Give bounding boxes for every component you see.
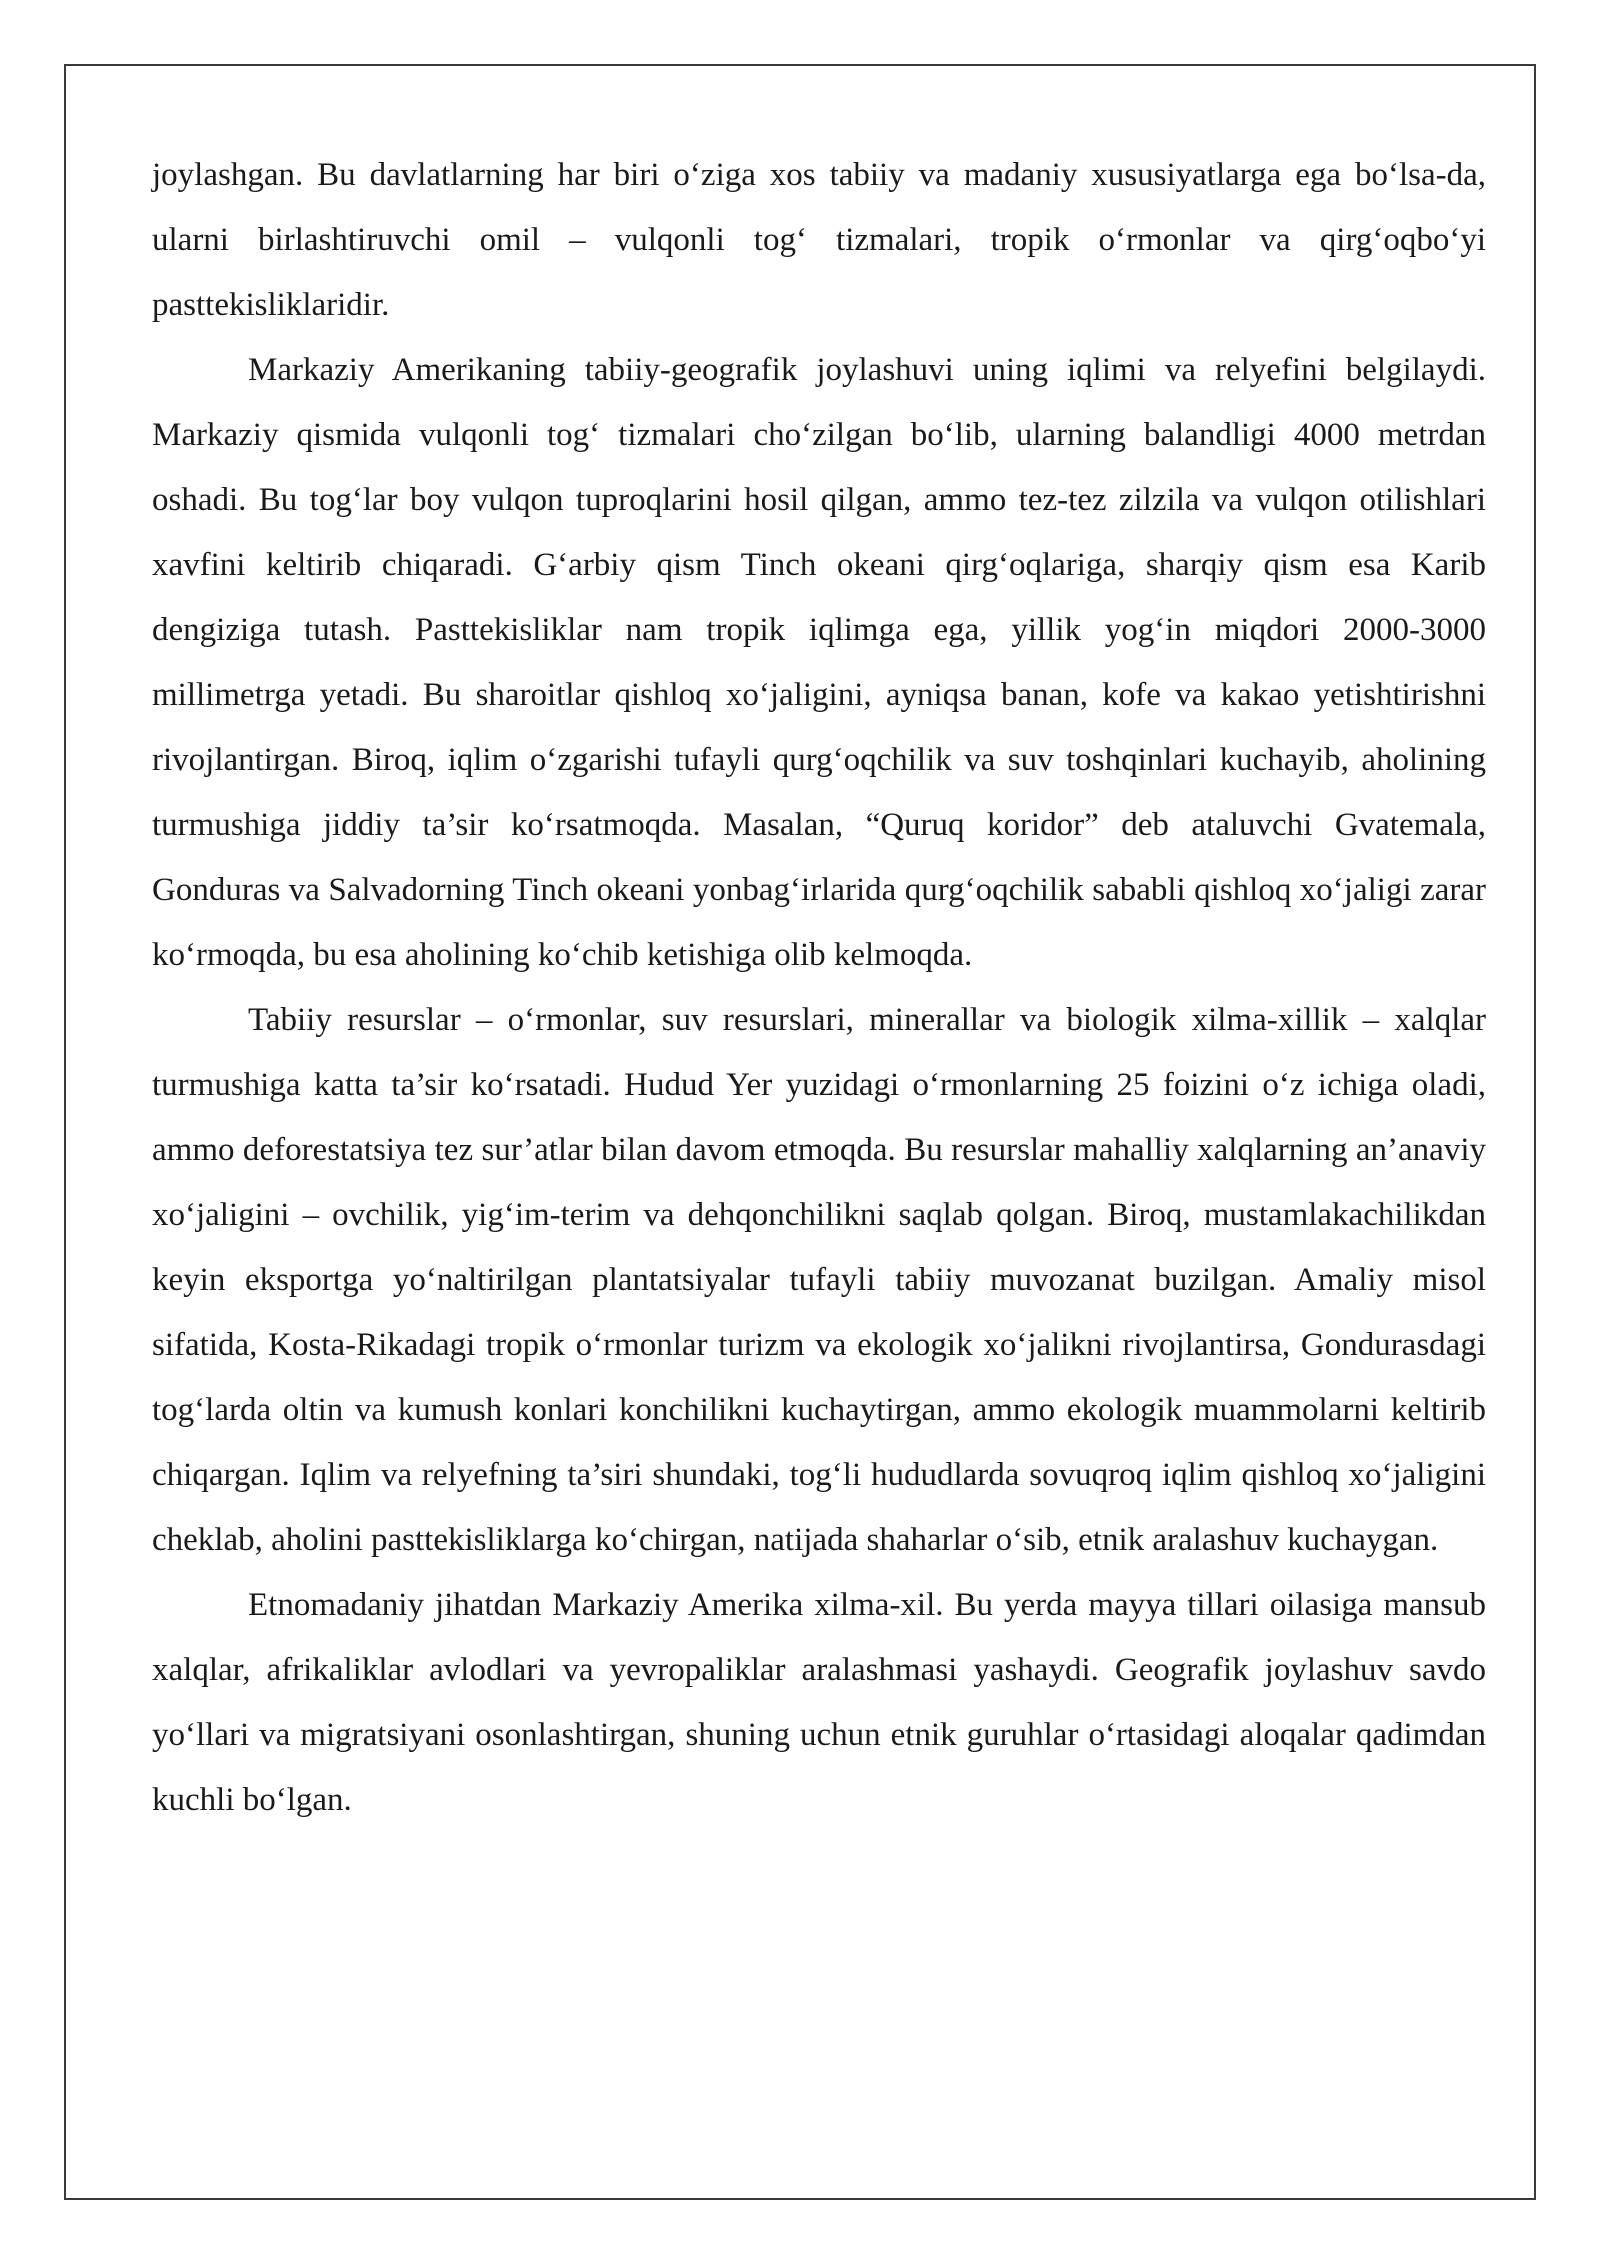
paragraph-4: Etnomadaniy jihatdan Markaziy Amerika xilma-xil. Bu yerda mayya tillari oilasiga mansub xalqlar, afrikaliklar avlodlari va yevropaliklar aralashmasi yashaydi. Geografik joylashuv savdo yo‘llari va migratsiyani osonlashtirgan, shuning uchun etnik guruhlar o‘rtasidagi aloqalar qadimdan kuchli bo‘lgan. [152, 1587, 1486, 1818]
paragraph-2: Markaziy Amerikaning tabiiy-geografik joylashuvi uning iqlimi va relyefini belgilaydi. Markaziy qismida vulqonli tog‘ tizmalari cho‘zilgan bo‘lib, ularning balandligi 4000 metrdan oshadi. Bu tog‘lar boy vulqon tuproqlarini hosil qilgan, ammo tez-tez zilzila va vulqon otilishlari xavfini keltirib chiqaradi. G‘arbiy qism Tinch okeani qirg‘oqlariga, sharqiy qism esa Karib dengiziga tutash. Pasttekisliklar nam tropik iqlimga ega, yillik yog‘in miqdori 2000-3000 millimetrga yetadi. Bu sharoitlar qishloq xo‘jaligini, ayniqsa banan, kofe va kakao yetishtirishni rivojlantirgan. Biroq, iqlim o‘zgarishi tufayli qurg‘oqchilik va suv toshqinlari kuchayib, aholining turmushiga jiddiy ta’sir ko‘rsatmoqda. Masalan, “Quruq koridor” deb ataluvchi Gvatemala, Gonduras va Salvadorning Tinch okeani yonbag‘irlarida qurg‘oqchilik sababli qishloq xo‘jaligi zarar ko‘rmoqda, bu esa aholining ko‘chib ketishiga olib kelmoqda. [152, 352, 1486, 973]
document-body [152, 143, 1486, 1833]
paragraph-3: Tabiiy resurslar – o‘rmonlar, suv resurslari, minerallar va biologik xilma-xillik – xalqlar turmushiga katta ta’sir ko‘rsatadi. Hudud Yer yuzidagi o‘rmonlarning 25 foizini o‘z ichiga oladi, ammo deforestatsiya tez sur’atlar bilan davom etmoqda. Bu resurslar mahalliy xalqlarning an’anaviy xo‘jaligini – ovchilik, yig‘im-terim va dehqonchilikni saqlab qolgan. Biroq, mustamlakachilikdan keyin eksportga yo‘naltirilgan plantatsiyalar tufayli tabiiy muvozanat buzilgan. Amaliy misol sifatida, Kosta-Rikadagi tropik o‘rmonlar turizm va ekologik xo‘jalikni rivojlantirsa, Gondurasdagi tog‘larda oltin va kumush konlari konchilikni kuchaytirgan, ammo ekologik muammolarni keltirib chiqargan. Iqlim va relyefning ta’siri shundaki, tog‘li hududlarda sovuqroq iqlim qishloq xo‘jaligini cheklab, aholini pasttekisliklarga ko‘chirgan, natijada shaharlar o‘sib, etnik aralashuv kuchaygan. [152, 1002, 1486, 1558]
paragraph-1: joylashgan. Bu davlatlarning har biri o‘ziga xos tabiiy va madaniy xususiyatlarga ega bo‘lsa-da, ularni birlashtiruvchi omil – vulqonli tog‘ tizmalari, tropik o‘rmonlar va qirg‘oqbo‘yi pasttekisliklaridir. [152, 157, 1486, 323]
